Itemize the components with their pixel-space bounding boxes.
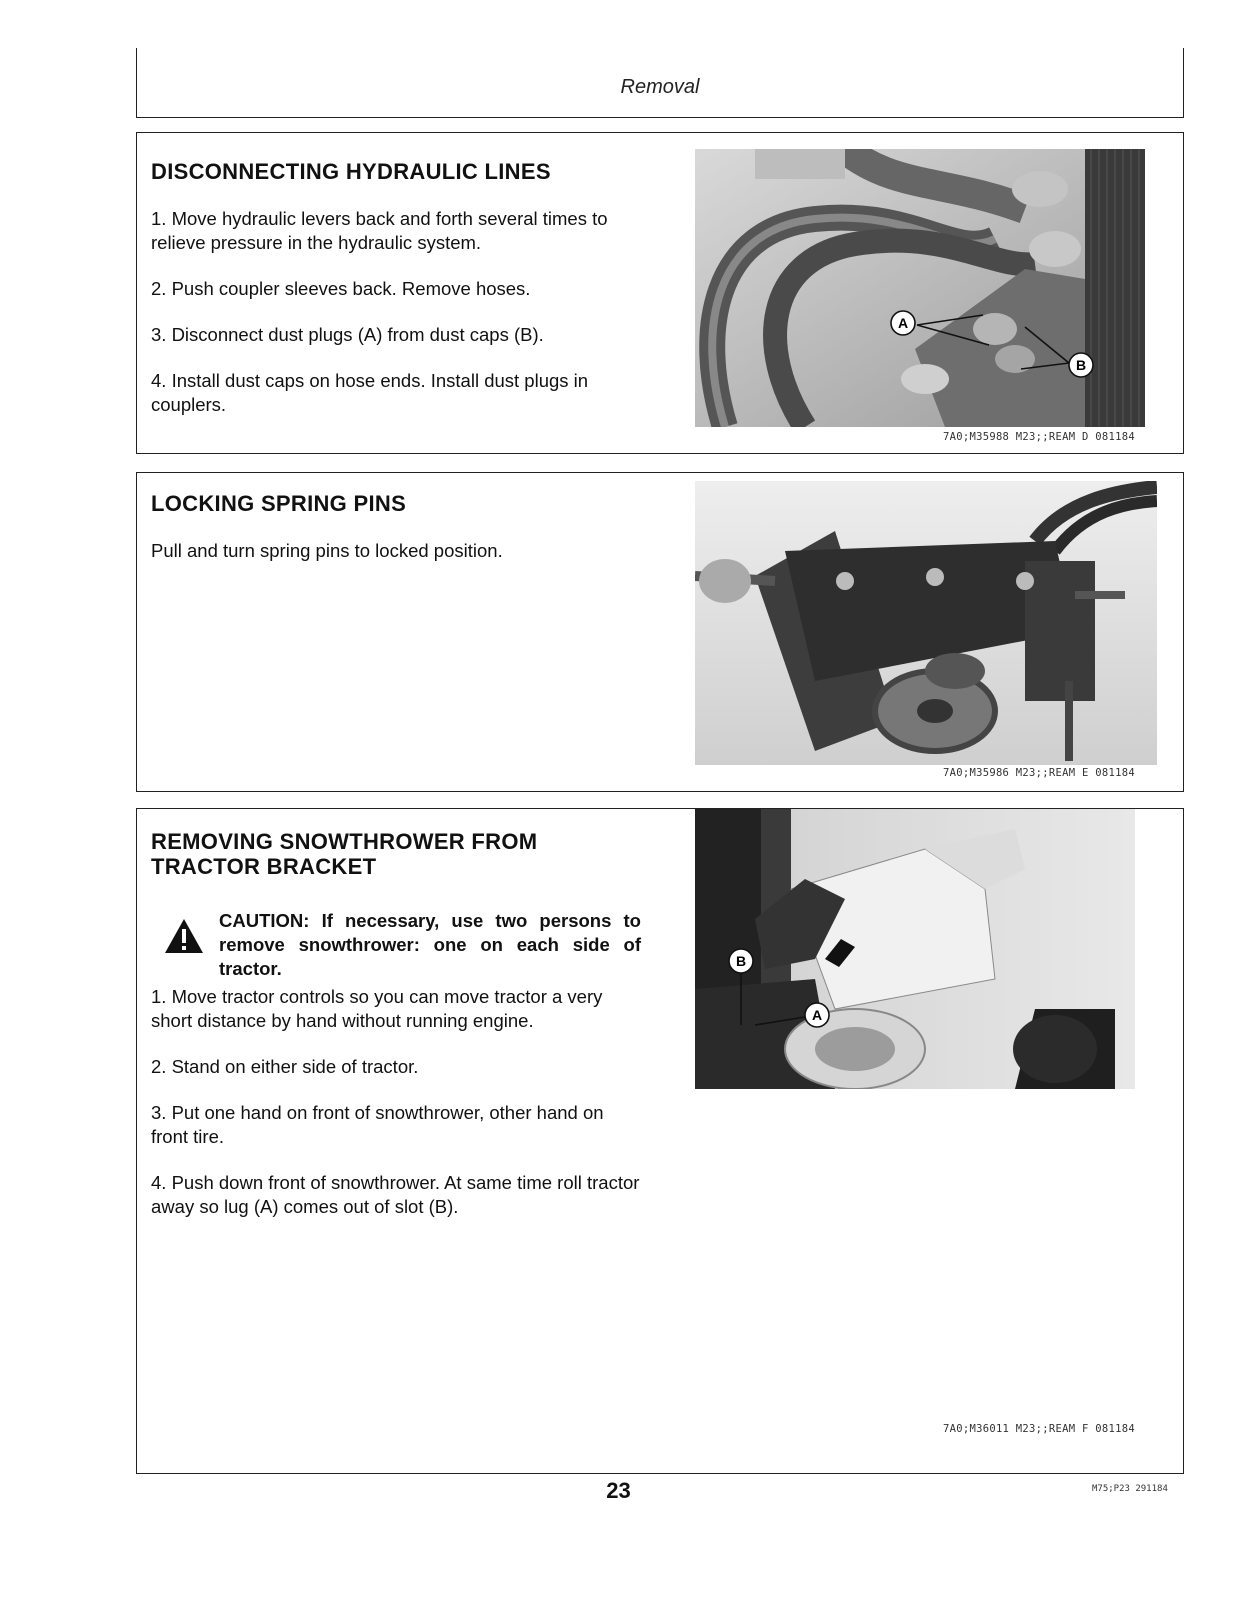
- step-3: 3. Put one hand on front of snowthrower, other hand on front tire.: [151, 1102, 604, 1147]
- section-title: [151, 829, 537, 879]
- callout-b: B: [1075, 357, 1087, 373]
- section-title: DISCONNECTING HYDRAULIC LINES: [151, 159, 551, 184]
- step-1: 1. Move tractor controls so you can move tractor a very short distance by hand without running engine.: [151, 986, 603, 1031]
- step-1: 1. Move hydraulic levers back and forth several times to relieve pressure in the hydraulic system.: [151, 208, 608, 253]
- warning-icon: [163, 917, 205, 955]
- figure-code: 7A0;M35986 M23;;REAM E 081184: [942, 767, 1135, 779]
- section-text: Pull and turn spring pins to locked position.: [151, 540, 503, 561]
- step-2: 2. Push coupler sleeves back. Remove hoses.: [151, 278, 531, 299]
- section-steps: [151, 985, 641, 1241]
- footer-code: M75;P23 291184: [1092, 1484, 1168, 1494]
- step-2: 2. Stand on either side of tractor.: [151, 1056, 419, 1077]
- spring-pins-photo: [695, 481, 1157, 765]
- caution-text: CAUTION: If necessary, use two persons to remove snowthrower: one on each side of tractor.: [219, 910, 641, 979]
- section-disconnecting-hydraulic-lines: [136, 132, 1184, 454]
- section-title-line2: TRACTOR BRACKET: [151, 854, 377, 879]
- step-4: 4. Install dust caps on hose ends. Install dust plugs in couplers.: [151, 370, 589, 415]
- section-title: LOCKING SPRING PINS: [151, 491, 407, 516]
- hydraulic-lines-photo: [695, 149, 1145, 427]
- section-title-line1: REMOVING SNOWTHROWER FROM: [151, 829, 538, 854]
- section-locking-spring-pins: [136, 472, 1184, 792]
- step-3: 3. Disconnect dust plugs (A) from dust caps (B).: [151, 324, 544, 345]
- callout-b: B: [735, 953, 747, 969]
- figure-code: 7A0;M36011 M23;;REAM F 081184: [942, 1423, 1135, 1435]
- caution-block: [151, 909, 641, 981]
- callout-a: A: [897, 315, 909, 331]
- callout-a: A: [811, 1007, 823, 1023]
- page-number: 23: [606, 1478, 631, 1503]
- page-header: [136, 48, 1184, 118]
- section-steps: [151, 207, 641, 439]
- section-removing-snowthrower: [136, 808, 1184, 1474]
- step-4: 4. Push down front of snowthrower. At same time roll tractor away so lug (A) comes out of slot (B).: [151, 1172, 640, 1217]
- snowthrower-photo: [695, 809, 1135, 1089]
- header-title: Removal: [620, 76, 700, 98]
- figure-code: 7A0;M35988 M23;;REAM D 081184: [942, 431, 1135, 443]
